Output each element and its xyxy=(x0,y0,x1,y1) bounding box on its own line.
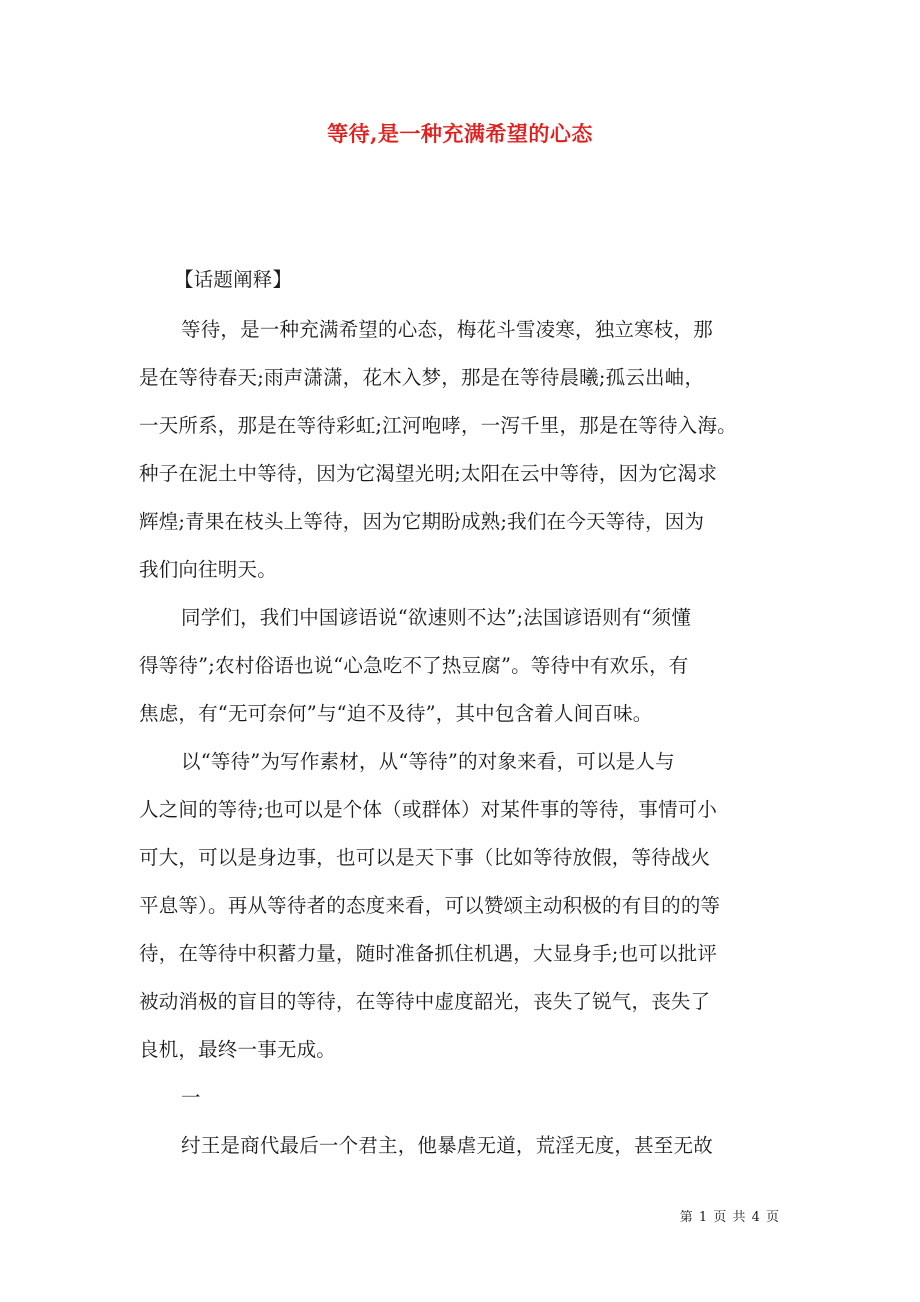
section-number: 一 xyxy=(181,1086,201,1109)
paragraph-line: 待，在等待中积蓄力量，随时准备抓住机遇，大显身手;也可以批评 xyxy=(139,942,718,965)
paragraph-line: 以“等待”为写作素材，从“等待”的对象来看，可以是人与 xyxy=(181,750,675,773)
paragraph-line: 可大，可以是身边事，也可以是天下事（比如等待放假，等待战火 xyxy=(139,846,711,869)
paragraph-line: 人之间的等待;也可以是个体（或群体）对某件事的等待，事情可小 xyxy=(139,798,718,821)
paragraph-line: 一天所系，那是在等待彩虹;江河咆哮，一泻千里，那是在等待入海。 xyxy=(139,414,737,437)
page-title: 等待,是一种充满希望的心态 xyxy=(327,121,593,146)
page-indicator: 第 1 页 共 4 页 xyxy=(679,1210,780,1225)
paragraph-line: 等待，是一种充满希望的心态，梅花斗雪凌寒，独立寒枝，那 xyxy=(181,318,713,341)
paragraph-line: 我们向往明天。 xyxy=(139,558,277,581)
paragraph-line: 得等待”;农村俗语也说“心急吃不了热豆腐”。等待中有欢乐，有 xyxy=(139,654,689,677)
paragraph-line: 被动消极的盲目的等待，在等待中虚度韶光，丧失了锐气，丧失了 xyxy=(139,990,711,1013)
paragraph-line: 焦虑，有“无可奈何”与“迫不及待”，其中包含着人间百味。 xyxy=(139,702,653,725)
paragraph-line: 是在等待春天;雨声潇潇，花木入梦，那是在等待晨曦;孤云出岫， xyxy=(139,366,705,389)
paragraph-line: 同学们，我们中国谚语说“欲速则不达”;法国谚语则有“须懂 xyxy=(181,606,692,629)
paragraph-line: 种子在泥土中等待，因为它渴望光明;太阳在云中等待，因为它渴求 xyxy=(139,462,718,485)
paragraph-line: 良机，最终一事无成。 xyxy=(139,1038,337,1061)
section-heading: 【话题阐释】 xyxy=(174,268,293,291)
paragraph-line: 平息等）。再从等待者的态度来看，可以赞颂主动积极的有目的的等 xyxy=(139,894,721,917)
paragraph-line: 纣王是商代最后一个君主，他暴虐无道，荒淫无度，甚至无故 xyxy=(181,1134,713,1157)
paragraph-line: 辉煌;青果在枝头上等待，因为它期盼成熟;我们在今天等待，因为 xyxy=(139,510,705,533)
